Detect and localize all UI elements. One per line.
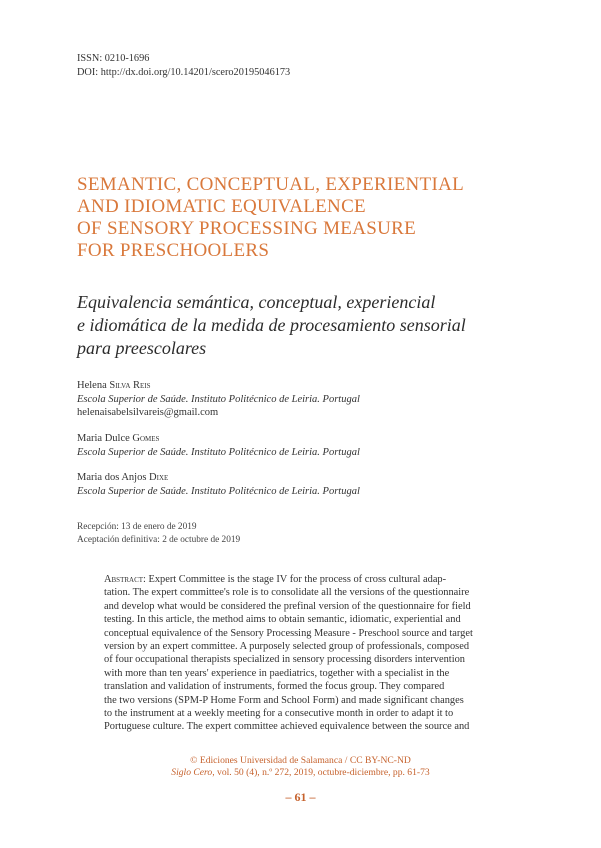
author-surname: Dixe xyxy=(149,472,169,483)
abstract-line: and develop what would be considered the prefinal version of the questionnaire for field xyxy=(104,600,471,612)
subtitle-line: para preescolares xyxy=(77,338,207,358)
article-subtitle xyxy=(77,291,547,360)
accepted-date: Aceptación definitiva: 2 de octubre de 2019 xyxy=(77,535,241,545)
author-surname: Gomes xyxy=(132,433,160,444)
title-line: OF SENSORY PROCESSING MEASURE xyxy=(77,218,416,239)
title-line: FOR PRESCHOOLERS xyxy=(77,240,270,261)
abstract-line: the two versions (SPM-P Home Form and School Form) and made significant changes xyxy=(104,694,464,706)
abstract-line: Portuguese culture. The expert committee achieved equivalence between the source and xyxy=(104,721,470,733)
author-given-name: Helena xyxy=(77,380,107,391)
author-block xyxy=(77,432,360,459)
author-block xyxy=(77,379,360,420)
author-affiliation: Escola Superior de Saúde. Instituto Politécnico de Leiria. Portugal xyxy=(77,446,360,458)
title-line: AND IDIOMATIC EQUIVALENCE xyxy=(77,196,366,217)
abstract-line: conceptual equivalence of the Sensory Processing Measure - Preschool source and target xyxy=(104,627,473,639)
author-block xyxy=(77,471,360,498)
abstract-line: testing. In this article, the method aims to obtain semantic, idiomatic, experiential and xyxy=(104,614,461,626)
abstract-label: Abstract xyxy=(104,574,144,585)
doi-link[interactable]: DOI: http://dx.doi.org/10.14201/scero20195046173 xyxy=(77,67,291,78)
abstract-line: with more than ten years' experience in paediatrics, together with a specialist in the xyxy=(104,667,450,679)
header xyxy=(77,52,290,80)
citation-line xyxy=(0,767,601,779)
abstract-line: tation. The expert committee's role is to consolidate all the versions of the questionnaire xyxy=(104,587,470,599)
citation-details: , vol. 50 (4), n.º 272, 2019, octubre-diciembre, pp. 61-73 xyxy=(212,767,430,778)
author-given-name: Maria Dulce xyxy=(77,433,130,444)
abstract-text: : Expert Committee is the stage IV for the process of cross cultural adap- xyxy=(143,574,447,585)
article-title xyxy=(77,174,547,262)
page-footer xyxy=(0,755,601,779)
subtitle-line: e idiomática de la medida de procesamiento sensorial xyxy=(77,315,466,335)
copyright-line: © Ediciones Universidad de Salamanca / CC BY-NC-ND xyxy=(190,755,411,766)
article-dates xyxy=(77,521,240,547)
author-affiliation: Escola Superior de Saúde. Instituto Politécnico de Leiria. Portugal xyxy=(77,485,360,497)
abstract-line: to the instrument at a weekly meeting for a consecutive month in order to adapt it to xyxy=(104,708,454,720)
author-email[interactable]: helenaisabelsilvareis@gmail.com xyxy=(77,407,219,418)
abstract-line: version by an expert committee. A purposely selected group of professionals, composed xyxy=(104,641,470,653)
abstract-first-line xyxy=(104,573,524,586)
abstract xyxy=(104,573,524,734)
title-line: SEMANTIC, CONCEPTUAL, EXPERIENTIAL xyxy=(77,174,465,195)
subtitle-line: Equivalencia semántica, conceptual, experiencial xyxy=(77,292,436,312)
author-given-name: Maria dos Anjos xyxy=(77,472,147,483)
issn: ISSN: 0210-1696 xyxy=(77,53,150,64)
received-date: Recepción: 13 de enero de 2019 xyxy=(77,522,197,532)
page-number: – 61 – xyxy=(285,790,316,804)
journal-name: Siglo Cero xyxy=(171,767,213,778)
author-surname: Silva Reis xyxy=(109,380,151,391)
abstract-line: of four occupational therapists specialized in sensory processing disorders intervention xyxy=(104,654,465,666)
author-affiliation: Escola Superior de Saúde. Instituto Politécnico de Leiria. Portugal xyxy=(77,393,360,405)
abstract-line: translation and validation of instruments, formed the focus group. They compared xyxy=(104,681,445,693)
